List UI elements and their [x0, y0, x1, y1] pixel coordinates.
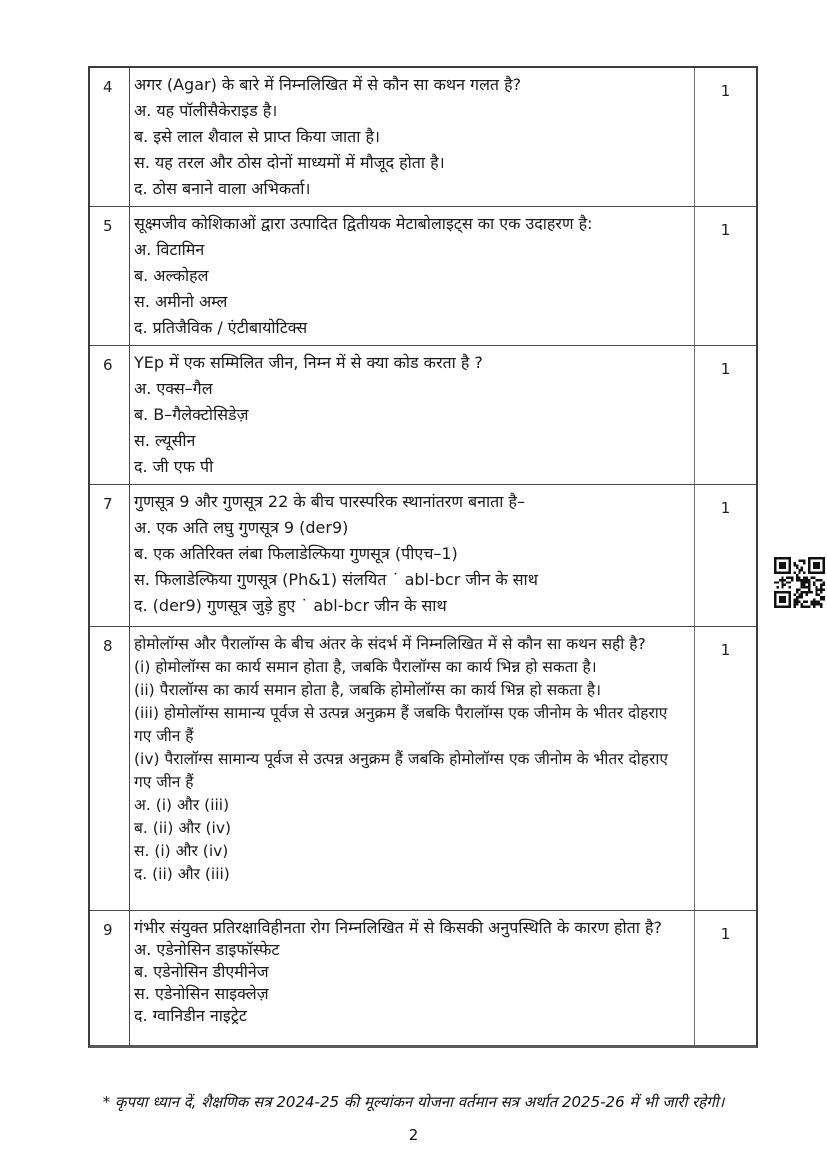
question-marks: 1 [694, 485, 756, 626]
option-line: द. प्रतिजैविक / एंटीबायोटिक्स [134, 318, 308, 337]
question-body [130, 627, 694, 910]
question-row-9 [90, 911, 756, 1045]
option-line: स. (i) और (iv) [134, 842, 229, 860]
question-text: YEp में एक सम्मिलित जीन, निम्न में से क्या कोड करता है ? [134, 353, 483, 372]
statement-line: (iii) होमोलॉग्स सामान्य पूर्वज से उत्पन्न अनुक्रम हैं जबकि पैरालॉग्स एक जीनोम के भीतर दोहराए गए जीन हैं [134, 704, 668, 745]
question-text: गुणसूत्र 9 और गुणसूत्र 22 के बीच पारस्परिक स्थानांतरण बनाता है– [134, 492, 525, 511]
question-text: होमोलॉग्स और पैरालॉग्स के बीच अंतर के संदर्भ में निम्नलिखित में से कौन सा कथन सही है? [134, 635, 646, 653]
question-body [130, 346, 694, 484]
question-row-4 [90, 68, 756, 207]
page-number: 2 [408, 1126, 419, 1144]
option-line: द. (ii) और (iii) [134, 865, 230, 883]
option-line: ब. एक अतिरिक्त लंबा फिलाडेल्फिया गुणसूत्र (पीएच–1) [134, 544, 458, 563]
option-line: स. फिलाडेल्फिया गुणसूत्र (Ph&1) संलयित ˙ abl-bcr जीन के साथ [134, 570, 538, 589]
question-number: 8 [90, 627, 130, 910]
question-number: 5 [90, 207, 130, 345]
question-number: 7 [90, 485, 130, 626]
question-body [130, 485, 694, 626]
option-line: द. जी एफ पी [134, 457, 214, 476]
option-line: ब. इसे लाल शैवाल से प्राप्त किया जाता है। [134, 127, 380, 146]
option-line: द. ठोस बनाने वाला अभिकर्ता। [134, 179, 311, 198]
option-line: अ. एक अति लघु गुणसूत्र 9 (der9) [134, 518, 349, 537]
question-text: सूक्ष्मजीव कोशिकाओं द्वारा उत्पादित द्वितीयक मेटाबोलाइट्स का एक उदाहरण है: [134, 214, 593, 233]
option-line: ब. एडेनोसिन डीएमीनेज [134, 962, 269, 981]
option-line: अ. विटामिन [134, 240, 205, 259]
statement-line: (ii) पैरालॉग्स का कार्य समान होता है, जबकि होमोलॉग्स का कार्य भिन्न हो सकता है। [134, 681, 601, 699]
question-marks: 1 [694, 346, 756, 484]
question-row-6 [90, 346, 756, 485]
question-body [130, 68, 694, 206]
option-line: अ. एडेनोसिन डाइफॉस्फेट [134, 940, 280, 959]
option-line: द. (der9) गुणसूत्र जुड़े हुए ˙ abl-bcr जीन के साथ [134, 596, 447, 615]
question-number: 4 [90, 68, 130, 206]
option-line: अ. यह पॉलीसैकेराइड है। [134, 101, 278, 120]
question-text: गंभीर संयुक्त प्रतिरक्षाविहीनता रोग निम्नलिखित में से किसकी अनुपस्थिति के कारण होता है? [134, 918, 662, 937]
statement-line: (i) होमोलॉग्स का कार्य समान होता है, जबकि पैरालॉग्स का कार्य भिन्न हो सकता है। [134, 658, 597, 676]
option-line: अ. (i) और (iii) [134, 796, 230, 814]
option-line: ब. (ii) और (iv) [134, 819, 232, 837]
option-line: स. ल्यूसीन [134, 431, 196, 450]
option-line: स. अमीनो अम्ल [134, 292, 228, 311]
question-number: 9 [90, 911, 130, 1045]
question-body [130, 911, 694, 1045]
qr-code [773, 557, 826, 608]
option-line: स. यह तरल और ठोस दोनों माध्यमों में मौजूद होता है। [134, 153, 445, 172]
question-row-7 [90, 485, 756, 627]
question-marks: 1 [694, 911, 756, 1045]
questions-table [88, 66, 758, 1048]
option-line: ब. B–गैलेक्टोसिडेज़ [134, 405, 249, 424]
statement-line: (iv) पैरालॉग्स सामान्य पूर्वज से उत्पन्न अनुक्रम हैं जबकि होमोलॉग्स एक जीनोम के भीतर दोहराए गए जीन हैं [134, 750, 668, 791]
question-marks: 1 [694, 207, 756, 345]
question-text: अगर (Agar) के बारे में निम्नलिखित में से कौन सा कथन गलत है? [134, 75, 522, 94]
footer-note: * कृपया ध्यान दें, शैक्षणिक सत्र 2024-25 की मूल्यांकन योजना वर्तमान सत्र अर्थात 2025-26 में भी जारी रहेगी। [102, 1093, 725, 1111]
question-marks: 1 [694, 627, 756, 910]
question-body [130, 207, 694, 345]
option-line: द. ग्वानिडीन नाइट्रेट [134, 1006, 247, 1025]
option-line: अ. एक्स–गैल [134, 379, 213, 398]
option-line: ब. अल्कोहल [134, 266, 209, 285]
question-row-5 [90, 207, 756, 346]
question-marks: 1 [694, 68, 756, 206]
question-number: 6 [90, 346, 130, 484]
question-row-8 [90, 627, 756, 911]
option-line: स. एडेनोसिन साइक्लेज़ [134, 984, 269, 1003]
